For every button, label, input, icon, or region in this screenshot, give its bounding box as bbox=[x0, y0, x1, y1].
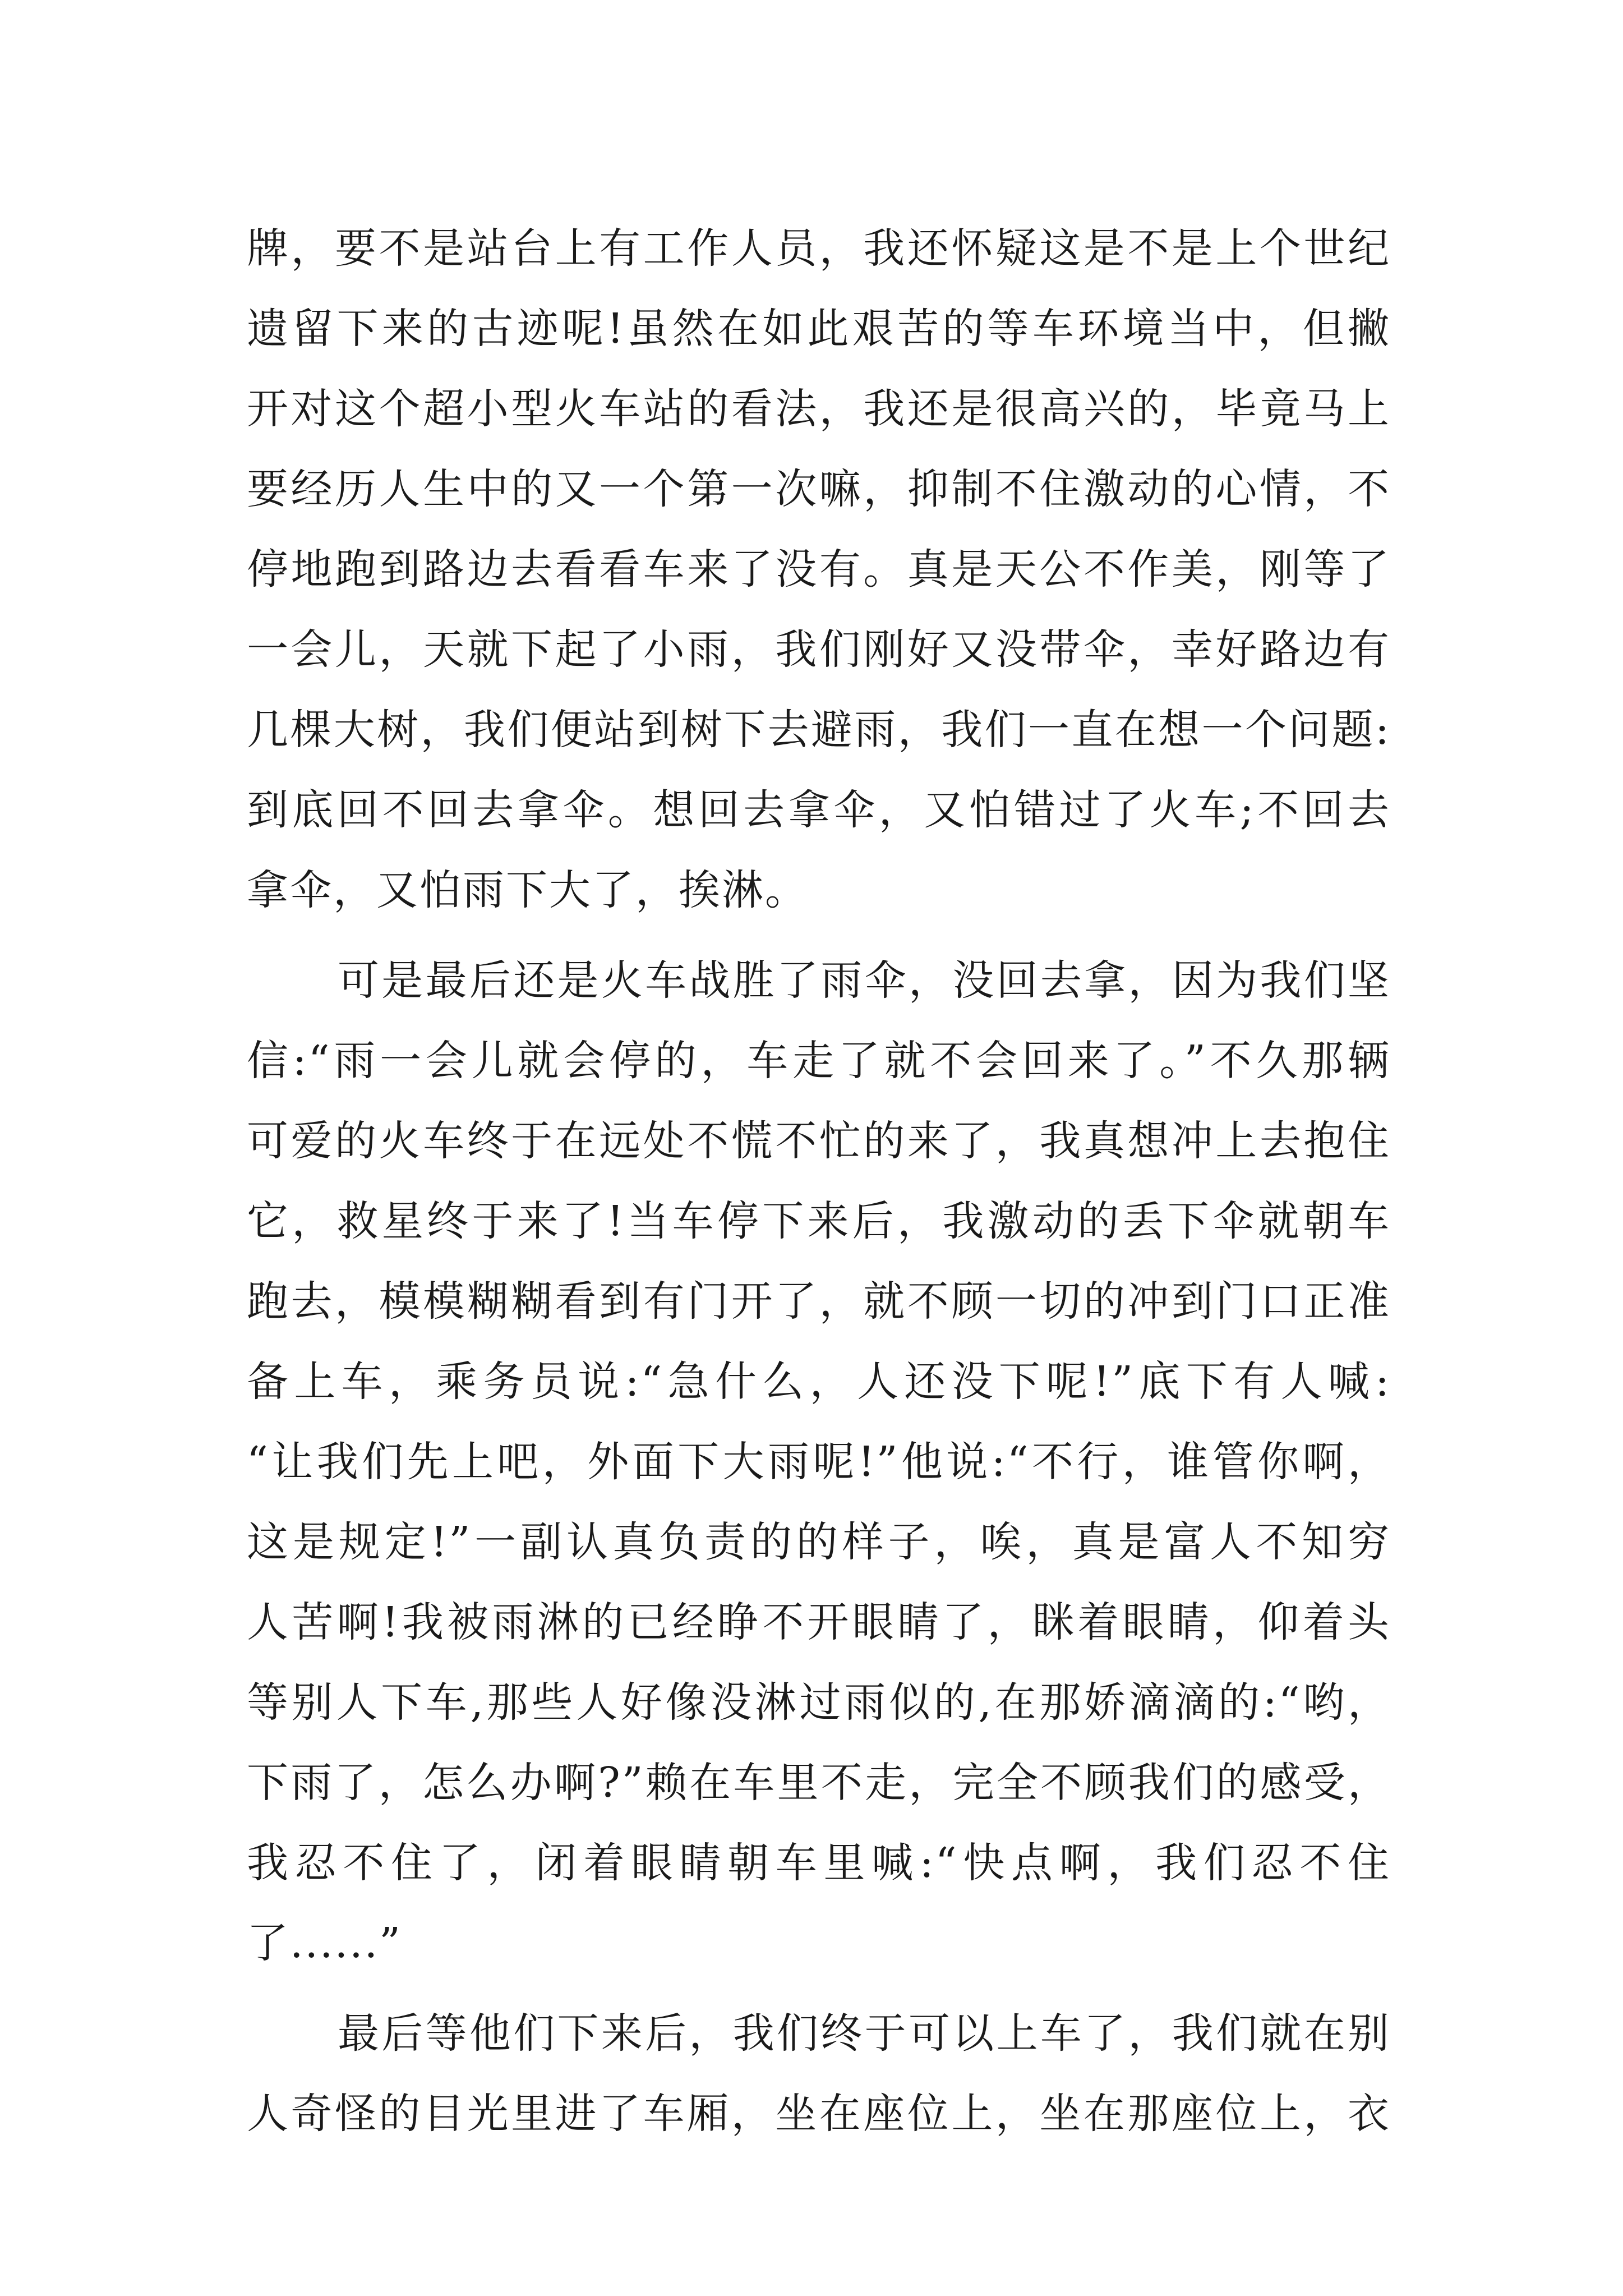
text-line: “让我们先上吧，外面下大雨呢!”他说:“不行，谁管你啊， bbox=[247, 1438, 1391, 1486]
text-line: 可爱的火车终于在远处不慌不忙的来了，我真想冲上去抱住 bbox=[247, 1117, 1391, 1165]
text-line: 这是规定!”一副认真负责的的样子，唉，真是富人不知穷 bbox=[247, 1518, 1391, 1566]
text-line: 我忍不住了，闭着眼睛朝车里喊:“快点啊，我们忍不住 bbox=[247, 1839, 1391, 1887]
text-line: 几棵大树，我们便站到树下去避雨，我们一直在想一个问题: bbox=[247, 706, 1391, 754]
text-line: 跑去，模模糊糊看到有门开了，就不顾一切的冲到门口正准 bbox=[247, 1277, 1391, 1326]
paragraph-first-line: 可是最后还是火车战胜了雨伞，没回去拿，因为我们坚 bbox=[338, 956, 1391, 1005]
text-line: 到底回不回去拿伞。想回去拿伞，又怕错过了火车;不回去 bbox=[247, 786, 1391, 834]
text-line: 信:“雨一会儿就会停的，车走了就不会回来了。”不久那辆 bbox=[247, 1037, 1391, 1085]
text-line: 停地跑到路边去看看车来了没有。真是天公不作美，刚等了 bbox=[247, 545, 1391, 593]
text-line: 了......” bbox=[247, 1919, 402, 1967]
text-line: 备上车，乘务员说:“急什么，人还没下呢!”底下有人喊: bbox=[247, 1358, 1391, 1406]
text-line: 人苦啊!我被雨淋的已经睁不开眼睛了，眯着眼睛，仰着头 bbox=[247, 1598, 1391, 1646]
text-line: 拿伞，又怕雨下大了，挨淋。 bbox=[247, 866, 808, 914]
paragraph-first-line: 最后等他们下来后，我们终于可以上车了，我们就在别 bbox=[338, 2009, 1391, 2058]
text-line: 下雨了，怎么办啊?”赖在车里不走，完全不顾我们的感受， bbox=[247, 1759, 1391, 1807]
text-line: 牌，要不是站台上有工作人员，我还怀疑这是不是上个世纪 bbox=[247, 224, 1391, 273]
text-line: 人奇怪的目光里进了车厢，坐在座位上，坐在那座位上，衣 bbox=[247, 2090, 1391, 2138]
text-line: 它，救星终于来了!当车停下来后，我激动的丢下伞就朝车 bbox=[247, 1197, 1391, 1245]
text-line: 等别人下车,那些人好像没淋过雨似的,在那娇滴滴的:“哟， bbox=[247, 1678, 1391, 1727]
text-line: 遗留下来的古迹呢!虽然在如此艰苦的等车环境当中，但撇 bbox=[247, 305, 1391, 353]
text-line: 开对这个超小型火车站的看法，我还是很高兴的，毕竟马上 bbox=[247, 385, 1391, 433]
text-line: 要经历人生中的又一个第一次嘛，抑制不住激动的心情，不 bbox=[247, 465, 1391, 513]
body-text bbox=[247, 209, 1391, 2154]
text-line: 一会儿，天就下起了小雨，我们刚好又没带伞，幸好路边有 bbox=[247, 625, 1391, 674]
